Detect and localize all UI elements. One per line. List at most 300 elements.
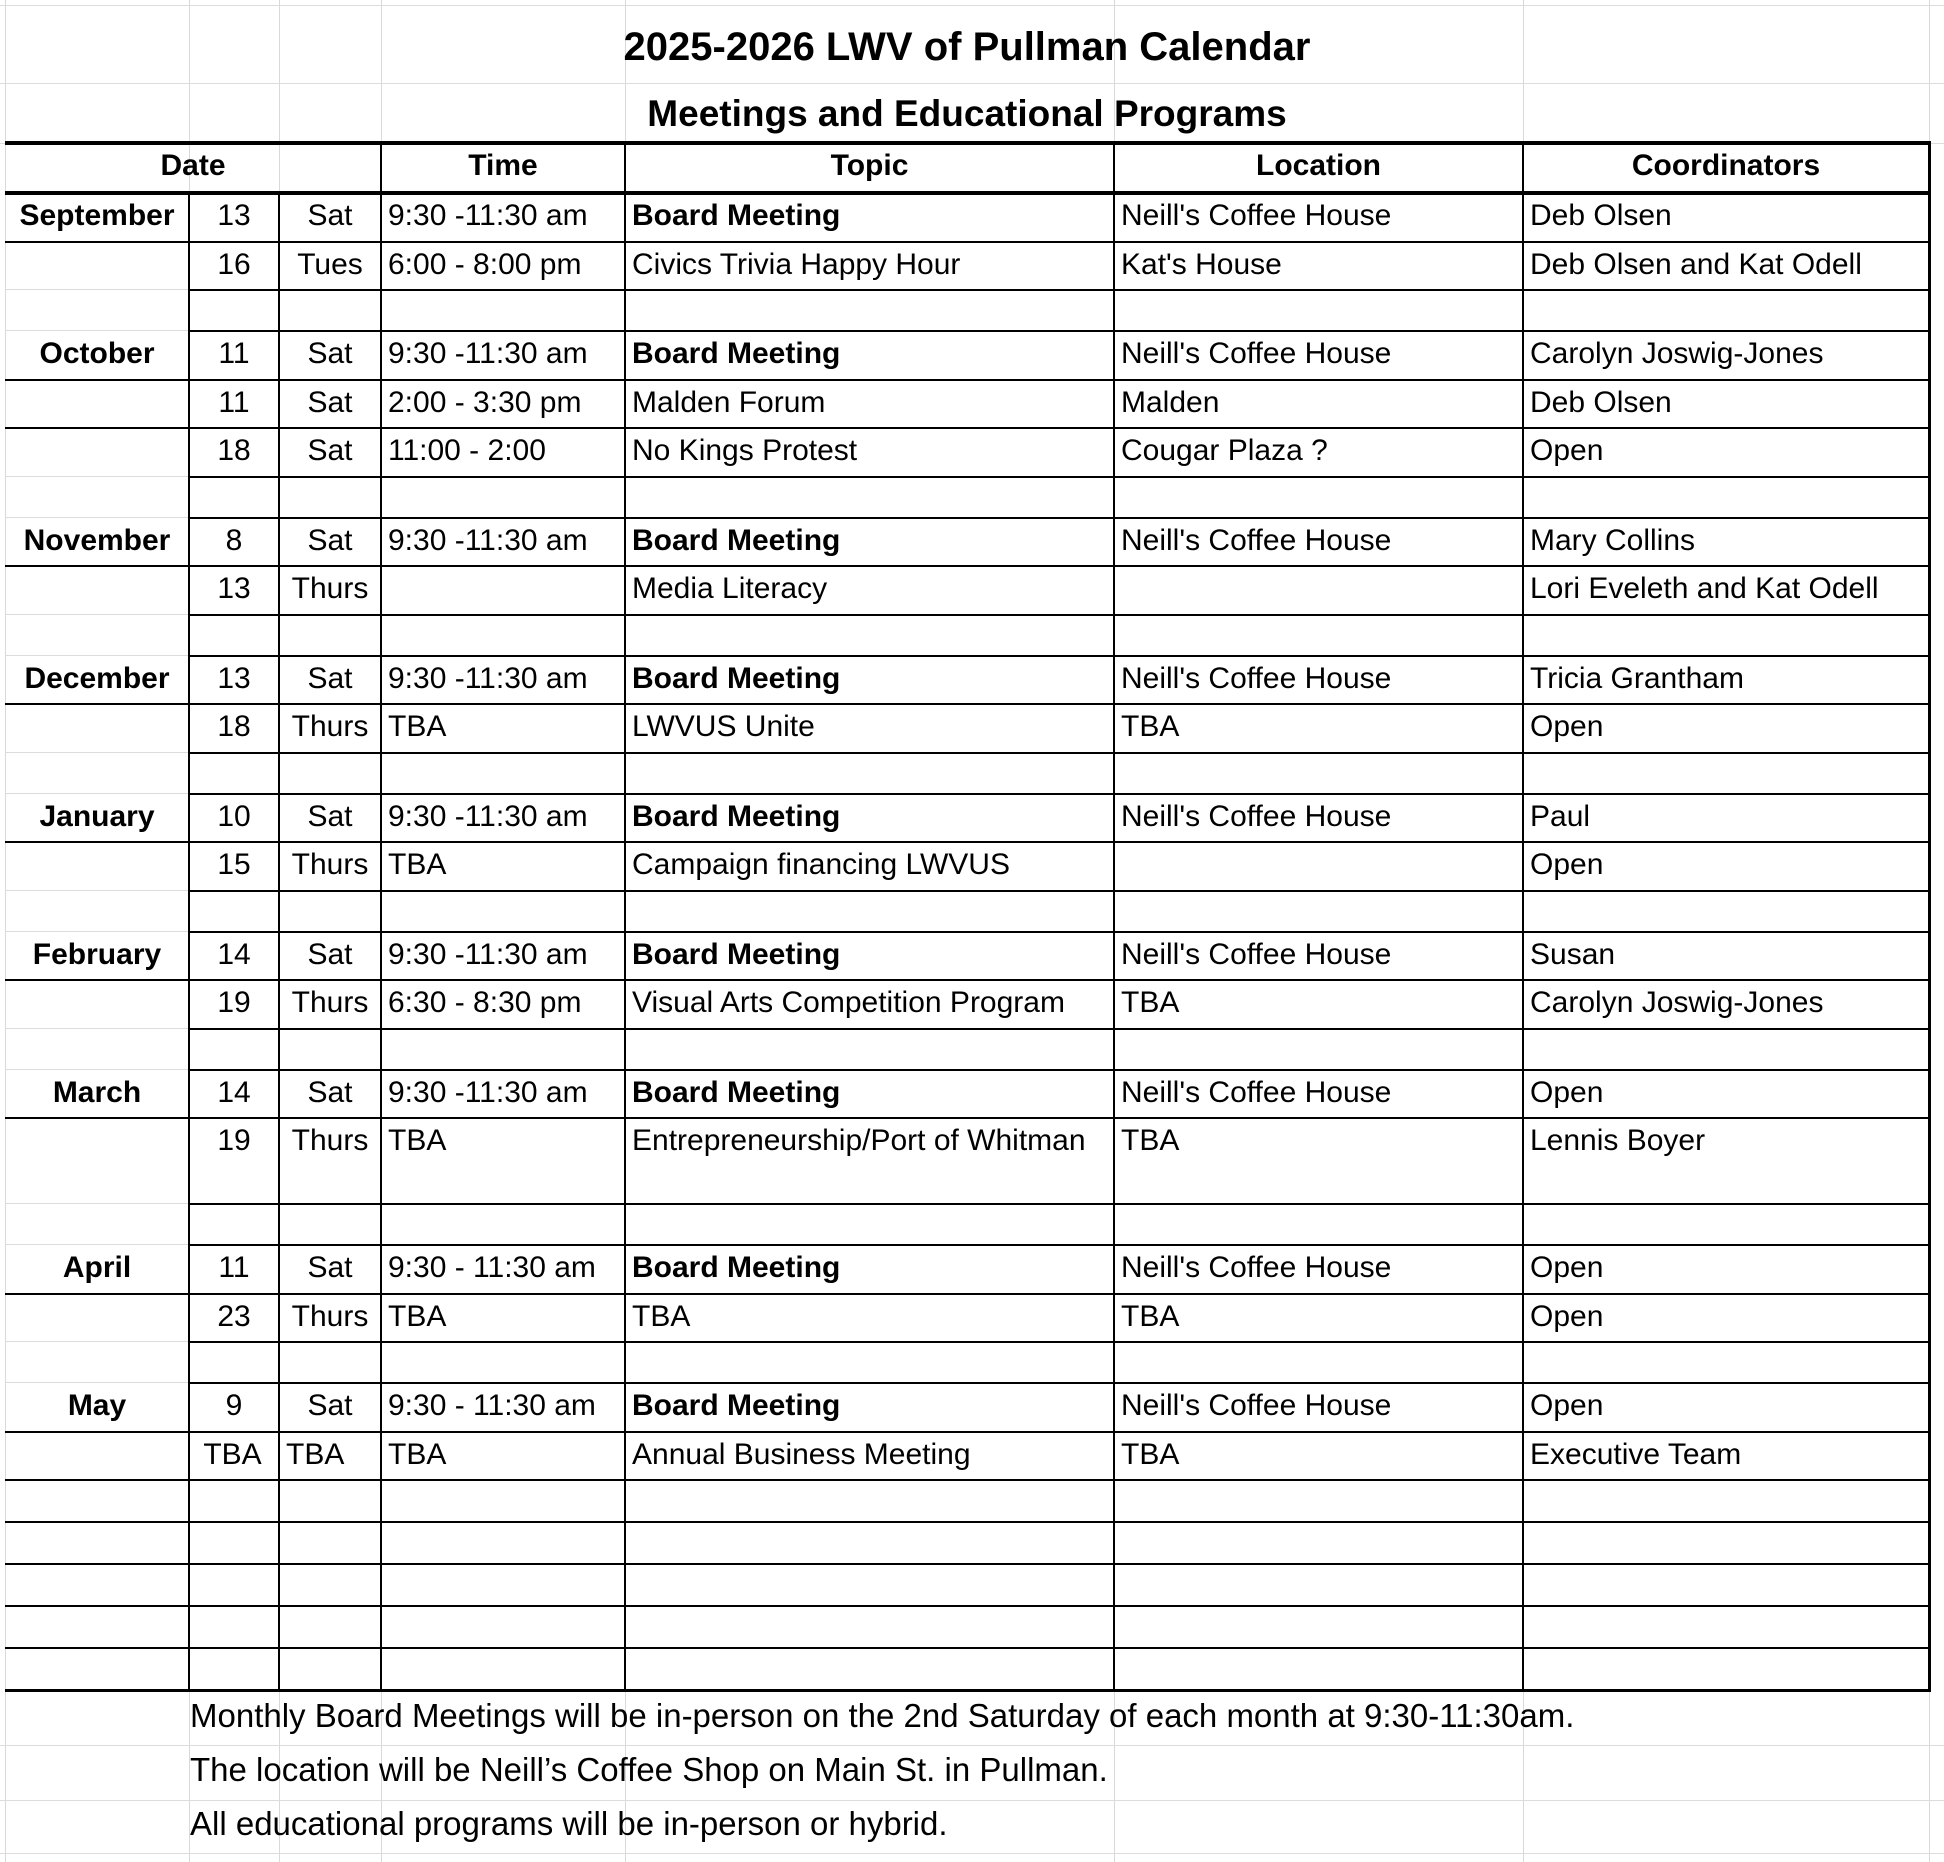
row-border (189, 1069, 1931, 1071)
cell-month[interactable] (5, 1294, 189, 1342)
cell-month[interactable]: November (23, 524, 171, 557)
cell-weekday[interactable]: Thurs (291, 848, 369, 881)
cell-topic[interactable]: Malden Forum (632, 386, 826, 419)
cell-time[interactable]: TBA (388, 1300, 447, 1333)
row-border (189, 655, 1931, 657)
cell-divider (1522, 1564, 1524, 1606)
cell-coordinators[interactable]: Open (1530, 848, 1604, 881)
cell-divider (1928, 932, 1931, 980)
row-border (189, 289, 1931, 291)
cell-coordinators[interactable]: Carolyn Joswig-Jones (1530, 337, 1824, 370)
cell-coordinators[interactable]: Lori Eveleth and Kat Odell (1530, 572, 1879, 605)
cell-location[interactable]: Neill's Coffee House (1121, 337, 1392, 370)
cell-divider (1522, 242, 1524, 290)
cell-weekday[interactable]: Sat (307, 662, 353, 695)
cell-location[interactable]: Neill's Coffee House (1121, 938, 1392, 971)
cell-month[interactable] (5, 566, 189, 615)
cell-time[interactable]: 9:30 -11:30 am (388, 1076, 588, 1109)
row-border (5, 1563, 1931, 1565)
header-time[interactable]: Time (468, 149, 538, 182)
cell-day[interactable]: 13 (217, 199, 251, 232)
cell-weekday[interactable]: Sat (307, 434, 353, 467)
gridline (0, 5, 1944, 6)
cell-divider (380, 380, 382, 428)
cell-day[interactable]: 23 (217, 1300, 251, 1333)
row-border (189, 890, 1931, 892)
cell-divider (188, 1432, 190, 1480)
cell-time[interactable]: 6:00 - 8:00 pm (388, 248, 582, 281)
cell-divider (1522, 932, 1524, 980)
cell-day[interactable]: 15 (217, 848, 251, 881)
cell-divider (188, 980, 190, 1029)
cell-coordinators[interactable]: Open (1530, 1251, 1604, 1284)
cell-divider (1113, 193, 1115, 242)
cell-divider (278, 518, 280, 566)
cell-month[interactable] (5, 980, 189, 1029)
footer-note-programs[interactable]: All educational programs will be in-person or hybrid. (190, 1805, 948, 1842)
cell-location[interactable]: Neill's Coffee House (1121, 199, 1392, 232)
cell-topic[interactable]: LWVUS Unite (632, 710, 815, 743)
header-bottom-border (5, 191, 1931, 195)
cell-divider (624, 1606, 626, 1648)
cell-divider (1113, 1522, 1115, 1564)
cell-location[interactable] (1114, 842, 1523, 891)
cell-topic[interactable]: Board Meeting (632, 1076, 841, 1109)
row-border (5, 1431, 1931, 1433)
cell-divider (188, 1118, 190, 1204)
cell-divider (1522, 753, 1524, 794)
cell-month[interactable]: March (52, 1076, 142, 1109)
cell-divider (278, 1245, 280, 1294)
cell-divider (278, 428, 280, 477)
row-border (189, 476, 1931, 478)
cell-weekday[interactable]: Thurs (291, 986, 369, 1019)
cell-time[interactable]: 9:30 -11:30 am (388, 337, 588, 370)
cell-divider (1928, 290, 1931, 331)
cell-divider (1522, 1204, 1524, 1245)
cell-day[interactable]: 18 (217, 434, 251, 467)
cell-divider (1113, 1029, 1115, 1070)
row-border (189, 1382, 1931, 1384)
cell-time[interactable]: TBA (388, 710, 447, 743)
cell-divider (1113, 1342, 1115, 1383)
cell-divider (1522, 1522, 1524, 1564)
cell-coordinators[interactable]: Susan (1530, 938, 1616, 971)
row-border (5, 1479, 1931, 1481)
cell-divider (1928, 753, 1931, 794)
cell-topic[interactable]: Entrepreneurship/Port of Whitman (632, 1124, 1086, 1157)
header-date[interactable]: Date (160, 149, 226, 182)
header-location[interactable]: Location (1256, 149, 1381, 182)
cell-topic[interactable]: Board Meeting (632, 662, 841, 695)
cell-divider (188, 753, 190, 794)
cell-divider (188, 1648, 190, 1690)
cell-divider (380, 794, 382, 842)
cell-location[interactable]: Malden (1121, 386, 1220, 419)
cell-weekday[interactable]: Sat (307, 800, 353, 833)
cell-divider (1113, 891, 1115, 932)
cell-divider (380, 1522, 382, 1564)
cell-divider (624, 704, 626, 753)
cell-divider (1522, 1029, 1524, 1070)
cell-divider (1522, 1606, 1524, 1648)
cell-location[interactable]: TBA (1121, 1438, 1180, 1471)
cell-divider (188, 1029, 190, 1070)
row-border (5, 1605, 1931, 1607)
cell-time[interactable]: 9:30 -11:30 am (388, 662, 588, 695)
cell-divider (278, 1432, 280, 1480)
cell-divider (624, 1294, 626, 1342)
cell-divider (188, 1070, 190, 1118)
cell-divider (624, 615, 626, 656)
cell-time[interactable]: 9:30 -11:30 am (388, 938, 588, 971)
footer-note-location[interactable]: The location will be Neill’s Coffee Shop on Main St. in Pullman. (190, 1751, 1108, 1788)
cell-coordinators[interactable]: Paul (1530, 800, 1591, 833)
cell-topic[interactable]: Board Meeting (632, 1251, 841, 1284)
cell-location[interactable]: Neill's Coffee House (1121, 1251, 1392, 1284)
cell-divider (1113, 331, 1115, 380)
cell-divider (380, 1480, 382, 1522)
cell-day[interactable]: 14 (217, 1076, 251, 1109)
cell-divider (278, 477, 280, 518)
cell-divider (278, 331, 280, 380)
cell-topic[interactable]: Board Meeting (632, 199, 841, 232)
cell-month[interactable] (5, 1118, 189, 1204)
cell-time[interactable]: 6:30 - 8:30 pm (388, 986, 582, 1019)
cell-divider (1928, 566, 1931, 615)
cell-divider (380, 477, 382, 518)
cell-divider (278, 615, 280, 656)
cell-divider (380, 1070, 382, 1118)
cell-location[interactable]: Cougar Plaza ? (1121, 434, 1328, 467)
cell-time[interactable]: TBA (388, 848, 447, 881)
cell-divider (624, 1564, 626, 1606)
cell-divider (1928, 615, 1931, 656)
cell-time[interactable]: 2:00 - 3:30 pm (388, 386, 582, 419)
row-border (5, 565, 1931, 567)
cell-divider (380, 566, 382, 615)
cell-month[interactable] (5, 380, 189, 428)
cell-weekday[interactable]: Sat (307, 199, 353, 232)
cell-divider (1928, 842, 1931, 891)
cell-coordinators[interactable]: Open (1530, 1076, 1604, 1109)
cell-divider (380, 1648, 382, 1690)
cell-divider (188, 380, 190, 428)
cell-month[interactable] (5, 704, 189, 753)
cell-location[interactable]: TBA (1121, 710, 1180, 743)
row-border (189, 793, 1931, 795)
cell-location[interactable]: Neill's Coffee House (1121, 524, 1392, 557)
cell-divider (1928, 1245, 1931, 1294)
cell-day[interactable]: 13 (217, 572, 251, 605)
cell-divider (188, 615, 190, 656)
cell-weekday[interactable]: Sat (307, 1076, 353, 1109)
cell-divider (624, 566, 626, 615)
cell-divider (188, 656, 190, 704)
row-border (5, 1647, 1931, 1649)
cell-divider (188, 1245, 190, 1294)
cell-divider (1522, 518, 1524, 566)
cell-divider (380, 331, 382, 380)
cell-divider (188, 842, 190, 891)
cell-divider (624, 290, 626, 331)
cell-divider (188, 1342, 190, 1383)
cell-coordinators[interactable]: Executive Team (1530, 1438, 1742, 1471)
cell-divider (1928, 477, 1931, 518)
cell-divider (380, 704, 382, 753)
cell-month[interactable]: February (32, 938, 162, 971)
cell-time[interactable]: 9:30 -11:30 am (388, 199, 588, 232)
cell-divider (380, 1342, 382, 1383)
cell-topic[interactable]: TBA (632, 1300, 691, 1333)
cell-divider (1928, 331, 1931, 380)
cell-weekday[interactable]: Sat (307, 337, 353, 370)
cell-weekday[interactable]: Tues (297, 248, 363, 281)
cell-topic[interactable]: Board Meeting (632, 938, 841, 971)
cell-divider (188, 566, 190, 615)
cell-divider (1522, 1648, 1524, 1690)
header-divider (380, 143, 382, 193)
cell-month[interactable]: May (67, 1389, 127, 1422)
cell-divider (624, 1432, 626, 1480)
cell-day[interactable]: 11 (218, 386, 250, 419)
cell-divider (1928, 794, 1931, 842)
cell-location[interactable]: Neill's Coffee House (1121, 1076, 1392, 1109)
cell-day[interactable]: TBA (203, 1438, 262, 1471)
cell-divider (278, 980, 280, 1029)
cell-divider (1928, 980, 1931, 1029)
cell-location[interactable]: TBA (1121, 986, 1180, 1019)
cell-divider (1522, 891, 1524, 932)
cell-divider (278, 932, 280, 980)
header-coordinators[interactable]: Coordinators (1631, 149, 1821, 182)
cell-divider (188, 1606, 190, 1648)
cell-topic[interactable]: Annual Business Meeting (632, 1438, 971, 1471)
cell-location[interactable]: Kat's House (1121, 248, 1282, 281)
cell-month[interactable] (5, 428, 189, 477)
cell-divider (624, 518, 626, 566)
cell-divider (278, 1606, 280, 1648)
cell-divider (380, 193, 382, 242)
cell-month[interactable]: January (39, 800, 155, 833)
cell-day[interactable]: 8 (225, 524, 243, 557)
row-border (189, 1203, 1931, 1205)
cell-coordinators[interactable]: Carolyn Joswig-Jones (1530, 986, 1824, 1019)
cell-divider (380, 656, 382, 704)
cell-day[interactable]: 16 (217, 248, 251, 281)
cell-divider (188, 193, 190, 242)
cell-location[interactable]: TBA (1121, 1124, 1180, 1157)
cell-weekday[interactable]: Thurs (291, 1124, 369, 1157)
calendar-subtitle: Meetings and Educational Programs (647, 93, 1287, 134)
cell-divider (1113, 932, 1115, 980)
cell-divider (1113, 794, 1115, 842)
cell-divider (188, 1522, 190, 1564)
cell-divider (1522, 1245, 1524, 1294)
cell-divider (1928, 1432, 1931, 1480)
cell-weekday[interactable]: Sat (307, 938, 353, 971)
cell-location[interactable]: Neill's Coffee House (1121, 1389, 1392, 1422)
cell-divider (380, 980, 382, 1029)
footer-note-board-meetings[interactable]: Monthly Board Meetings will be in-person on the 2nd Saturday of each month at 9:30-11:30am. (190, 1697, 1575, 1734)
cell-coordinators[interactable]: Lennis Boyer (1530, 1124, 1706, 1157)
cell-topic[interactable]: No Kings Protest (632, 434, 858, 467)
cell-divider (1928, 380, 1931, 428)
cell-divider (1928, 656, 1931, 704)
cell-divider (1113, 242, 1115, 290)
cell-divider (1113, 1070, 1115, 1118)
cell-divider (380, 1432, 382, 1480)
cell-divider (624, 842, 626, 891)
cell-day[interactable]: 19 (217, 1124, 251, 1157)
cell-month[interactable]: December (24, 662, 170, 695)
cell-time[interactable]: TBA (388, 1438, 447, 1471)
row-border (5, 841, 1931, 843)
cell-divider (1522, 1342, 1524, 1383)
cell-weekday[interactable]: Sat (307, 1389, 353, 1422)
cell-time[interactable]: 9:30 -11:30 am (388, 800, 588, 833)
cell-divider (624, 1070, 626, 1118)
cell-divider (278, 1029, 280, 1070)
cell-coordinators[interactable]: Deb Olsen (1530, 386, 1672, 419)
cell-day[interactable]: 18 (217, 710, 251, 743)
row-border (5, 379, 1931, 381)
cell-divider (188, 1383, 190, 1432)
cell-day[interactable]: 9 (225, 1389, 243, 1422)
cell-divider (1928, 1342, 1931, 1383)
cell-month[interactable]: April (62, 1251, 132, 1284)
cell-month[interactable]: September (19, 199, 175, 232)
cell-divider (1522, 380, 1524, 428)
cell-divider (1113, 290, 1115, 331)
cell-divider (380, 518, 382, 566)
cell-divider (278, 842, 280, 891)
cell-divider (624, 1204, 626, 1245)
cell-divider (380, 1245, 382, 1294)
cell-weekday[interactable]: Sat (307, 386, 353, 419)
row-border (5, 1293, 1931, 1295)
cell-weekday[interactable]: Thurs (291, 710, 369, 743)
cell-topic[interactable]: Board Meeting (632, 524, 841, 557)
cell-month[interactable] (5, 842, 189, 891)
cell-divider (1928, 1522, 1931, 1564)
gridline (0, 83, 1944, 84)
cell-divider (624, 1522, 626, 1564)
cell-weekday[interactable]: TBA (286, 1438, 345, 1471)
cell-divider (278, 1522, 280, 1564)
cell-location[interactable]: Neill's Coffee House (1121, 800, 1392, 833)
cell-location[interactable]: Neill's Coffee House (1121, 662, 1392, 695)
cell-divider (380, 891, 382, 932)
header-divider (1113, 143, 1115, 193)
cell-month[interactable] (5, 242, 189, 290)
cell-coordinators[interactable]: Deb Olsen (1530, 199, 1672, 232)
cell-topic[interactable]: Board Meeting (632, 800, 841, 833)
cell-divider (1928, 704, 1931, 753)
cell-day[interactable]: 13 (217, 662, 251, 695)
cell-divider (1113, 842, 1115, 891)
cell-weekday[interactable]: Sat (307, 524, 353, 557)
cell-divider (1928, 1606, 1931, 1648)
cell-weekday[interactable]: Sat (307, 1251, 353, 1284)
cell-divider (1113, 477, 1115, 518)
cell-divider (1522, 193, 1524, 242)
cell-time[interactable]: 9:30 - 11:30 am (388, 1389, 596, 1422)
cell-day[interactable]: 11 (218, 337, 250, 370)
cell-day[interactable]: 14 (217, 938, 251, 971)
cell-day[interactable]: 10 (217, 800, 251, 833)
cell-topic[interactable]: Media Literacy (632, 572, 828, 605)
cell-divider (278, 566, 280, 615)
cell-divider (188, 428, 190, 477)
cell-day[interactable]: 19 (217, 986, 251, 1019)
header-topic[interactable]: Topic (830, 149, 909, 182)
cell-divider (188, 290, 190, 331)
cell-divider (1113, 1383, 1115, 1432)
cell-time[interactable]: 11:00 - 2:00 (388, 434, 546, 467)
cell-divider (380, 615, 382, 656)
cell-divider (624, 428, 626, 477)
cell-coordinators[interactable]: Mary Collins (1530, 524, 1696, 557)
cell-divider (1928, 1204, 1931, 1245)
cell-divider (624, 477, 626, 518)
cell-topic[interactable]: Civics Trivia Happy Hour (632, 248, 961, 281)
cell-coordinators[interactable]: Open (1530, 1300, 1604, 1333)
cell-divider (624, 1118, 626, 1204)
cell-time[interactable]: 9:30 -11:30 am (388, 524, 588, 557)
cell-month[interactable]: October (39, 337, 155, 370)
cell-divider (1928, 1480, 1931, 1522)
cell-coordinators[interactable]: Open (1530, 1389, 1604, 1422)
cell-divider (624, 193, 626, 242)
cell-divider (278, 891, 280, 932)
cell-divider (1522, 842, 1524, 891)
cell-divider (188, 891, 190, 932)
cell-divider (1113, 1648, 1115, 1690)
cell-time[interactable]: TBA (388, 1124, 447, 1157)
cell-topic[interactable]: Visual Arts Competition Program (632, 986, 1065, 1019)
cell-coordinators[interactable]: Open (1530, 710, 1604, 743)
cell-time[interactable] (381, 566, 625, 615)
table-bottom-border (5, 1689, 1931, 1692)
cell-topic[interactable]: Board Meeting (632, 337, 841, 370)
cell-location[interactable]: TBA (1121, 1300, 1180, 1333)
cell-topic[interactable]: Board Meeting (632, 1389, 841, 1422)
cell-divider (624, 891, 626, 932)
cell-divider (380, 1606, 382, 1648)
cell-divider (624, 1342, 626, 1383)
cell-divider (624, 1029, 626, 1070)
cell-month[interactable] (5, 1432, 189, 1480)
row-border (5, 1117, 1931, 1119)
cell-coordinators[interactable]: Tricia Grantham (1530, 662, 1744, 695)
cell-divider (380, 932, 382, 980)
cell-divider (1113, 753, 1115, 794)
cell-day[interactable]: 11 (218, 1251, 250, 1284)
cell-divider (278, 380, 280, 428)
cell-divider (1113, 1245, 1115, 1294)
cell-divider (380, 290, 382, 331)
cell-location[interactable] (1114, 566, 1523, 615)
cell-coordinators[interactable]: Open (1530, 434, 1604, 467)
cell-time[interactable]: 9:30 - 11:30 am (388, 1251, 596, 1284)
cell-coordinators[interactable]: Deb Olsen and Kat Odell (1530, 248, 1862, 281)
cell-topic[interactable]: Campaign financing LWVUS (632, 848, 1010, 881)
cell-divider (1928, 193, 1931, 242)
cell-weekday[interactable]: Thurs (291, 1300, 369, 1333)
cell-weekday[interactable]: Thurs (291, 572, 369, 605)
cell-divider (624, 1480, 626, 1522)
